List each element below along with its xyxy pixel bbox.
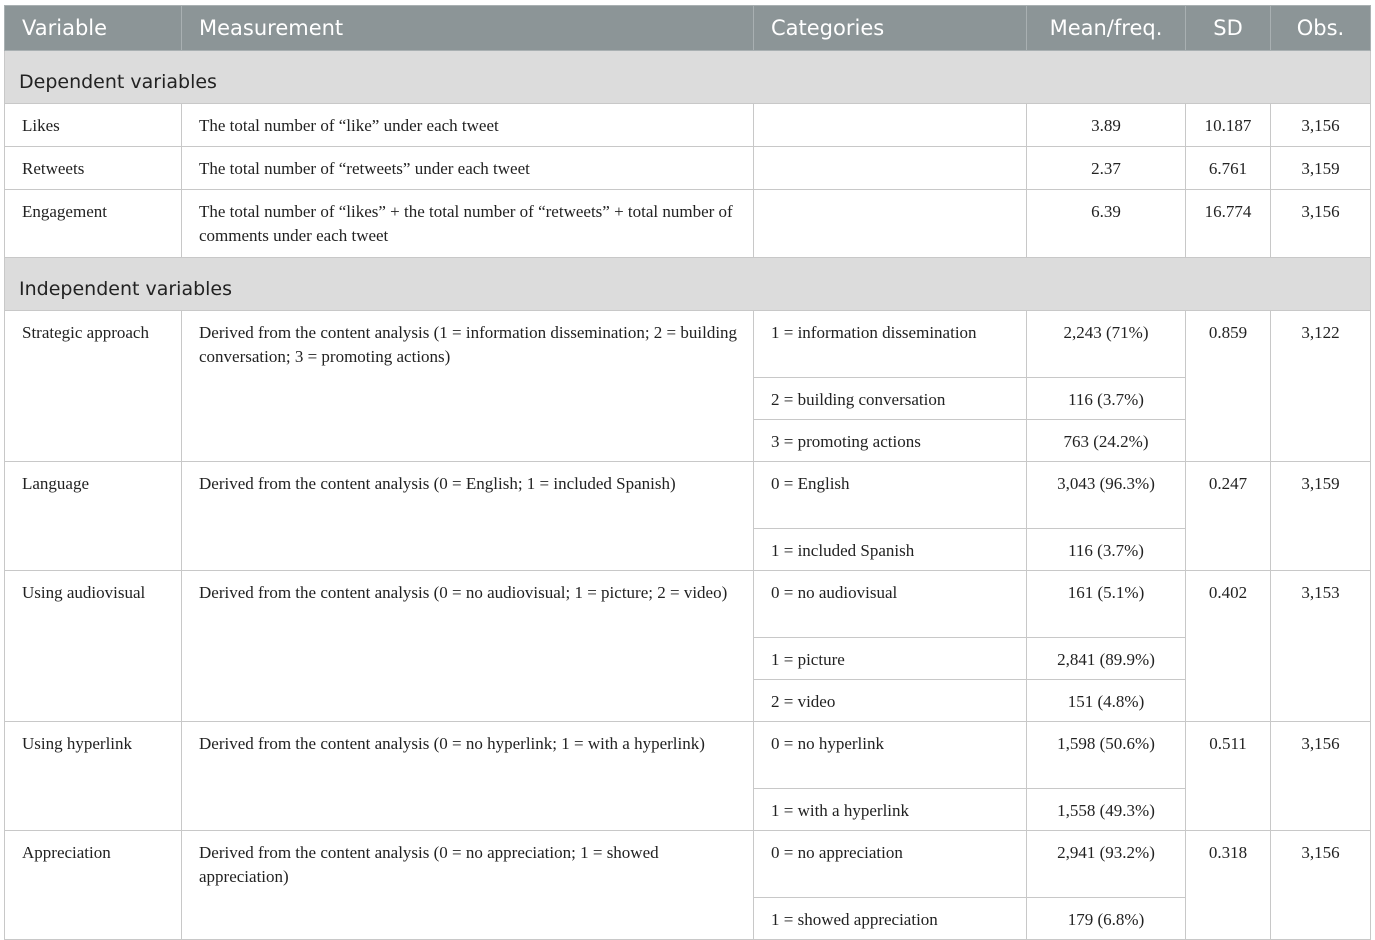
freq-cell: 763 (24.2%) xyxy=(1027,420,1186,462)
section-row-independent xyxy=(5,258,1371,311)
table-row xyxy=(5,462,1371,529)
mean-cell: 3.89 xyxy=(1027,104,1186,147)
header-sd: SD xyxy=(1186,6,1271,51)
variable-cell: Using audiovisual xyxy=(5,571,182,722)
measurement-cell: The total number of “like” under each tweet xyxy=(182,104,754,147)
category-cell: 1 = included Spanish xyxy=(754,529,1027,571)
sd-cell: 0.511 xyxy=(1186,722,1271,831)
categories-cell xyxy=(754,190,1027,258)
category-cell: 2 = video xyxy=(754,680,1027,722)
table-row xyxy=(5,571,1371,638)
freq-cell: 116 (3.7%) xyxy=(1027,378,1186,420)
freq-cell: 1,598 (50.6%) xyxy=(1027,722,1186,789)
section-title: Independent variables xyxy=(5,258,1371,311)
obs-cell: 3,159 xyxy=(1271,147,1371,190)
freq-cell: 2,941 (93.2%) xyxy=(1027,831,1186,898)
header-row xyxy=(5,6,1371,51)
category-cell: 0 = no appreciation xyxy=(754,831,1027,898)
header-categories: Categories xyxy=(754,6,1027,51)
category-cell: 0 = English xyxy=(754,462,1027,529)
variable-cell: Using hyperlink xyxy=(5,722,182,831)
freq-cell: 3,043 (96.3%) xyxy=(1027,462,1186,529)
category-cell: 0 = no hyperlink xyxy=(754,722,1027,789)
sd-cell: 6.761 xyxy=(1186,147,1271,190)
header-mean: Mean/freq. xyxy=(1027,6,1186,51)
variable-cell: Language xyxy=(5,462,182,571)
measurement-cell: Derived from the content analysis (1 = information dissemination; 2 = building conversation; 3 = promoting actions) xyxy=(182,311,754,462)
table-row xyxy=(5,190,1371,258)
variable-cell: Engagement xyxy=(5,190,182,258)
sd-cell: 0.318 xyxy=(1186,831,1271,940)
measurement-cell: Derived from the content analysis (0 = no audiovisual; 1 = picture; 2 = video) xyxy=(182,571,754,722)
measurement-cell: Derived from the content analysis (0 = no hyperlink; 1 = with a hyperlink) xyxy=(182,722,754,831)
freq-cell: 1,558 (49.3%) xyxy=(1027,789,1186,831)
variable-cell: Likes xyxy=(5,104,182,147)
descriptive-statistics-table xyxy=(4,5,1371,940)
table-row xyxy=(5,104,1371,147)
freq-cell: 161 (5.1%) xyxy=(1027,571,1186,638)
section-title: Dependent variables xyxy=(5,51,1371,104)
table-row xyxy=(5,831,1371,898)
mean-cell: 2.37 xyxy=(1027,147,1186,190)
category-cell: 1 = showed appreciation xyxy=(754,898,1027,940)
sd-cell: 0.247 xyxy=(1186,462,1271,571)
header-variable: Variable xyxy=(5,6,182,51)
table-row xyxy=(5,722,1371,789)
obs-cell: 3,153 xyxy=(1271,571,1371,722)
sd-cell: 0.859 xyxy=(1186,311,1271,462)
category-cell: 0 = no audiovisual xyxy=(754,571,1027,638)
obs-cell: 3,156 xyxy=(1271,722,1371,831)
section-row-dependent xyxy=(5,51,1371,104)
obs-cell: 3,156 xyxy=(1271,104,1371,147)
obs-cell: 3,159 xyxy=(1271,462,1371,571)
table-row xyxy=(5,311,1371,378)
header-measurement: Measurement xyxy=(182,6,754,51)
category-cell: 1 = picture xyxy=(754,638,1027,680)
freq-cell: 151 (4.8%) xyxy=(1027,680,1186,722)
categories-cell xyxy=(754,104,1027,147)
category-cell: 3 = promoting actions xyxy=(754,420,1027,462)
freq-cell: 2,243 (71%) xyxy=(1027,311,1186,378)
measurement-cell: Derived from the content analysis (0 = no appreciation; 1 = showed appreciation) xyxy=(182,831,754,940)
variable-cell: Strategic approach xyxy=(5,311,182,462)
freq-cell: 2,841 (89.9%) xyxy=(1027,638,1186,680)
sd-cell: 10.187 xyxy=(1186,104,1271,147)
freq-cell: 116 (3.7%) xyxy=(1027,529,1186,571)
category-cell: 1 = with a hyperlink xyxy=(754,789,1027,831)
obs-cell: 3,156 xyxy=(1271,190,1371,258)
obs-cell: 3,122 xyxy=(1271,311,1371,462)
variable-cell: Appreciation xyxy=(5,831,182,940)
sd-cell: 16.774 xyxy=(1186,190,1271,258)
mean-cell: 6.39 xyxy=(1027,190,1186,258)
category-cell: 1 = information dissemination xyxy=(754,311,1027,378)
header-obs: Obs. xyxy=(1271,6,1371,51)
measurement-cell: The total number of “retweets” under each tweet xyxy=(182,147,754,190)
categories-cell xyxy=(754,147,1027,190)
category-cell: 2 = building conversation xyxy=(754,378,1027,420)
freq-cell: 179 (6.8%) xyxy=(1027,898,1186,940)
measurement-cell: The total number of “likes” + the total number of “retweets” + total number of comments under each tweet xyxy=(182,190,754,258)
table-row xyxy=(5,147,1371,190)
measurement-cell: Derived from the content analysis (0 = English; 1 = included Spanish) xyxy=(182,462,754,571)
sd-cell: 0.402 xyxy=(1186,571,1271,722)
variable-cell: Retweets xyxy=(5,147,182,190)
obs-cell: 3,156 xyxy=(1271,831,1371,940)
